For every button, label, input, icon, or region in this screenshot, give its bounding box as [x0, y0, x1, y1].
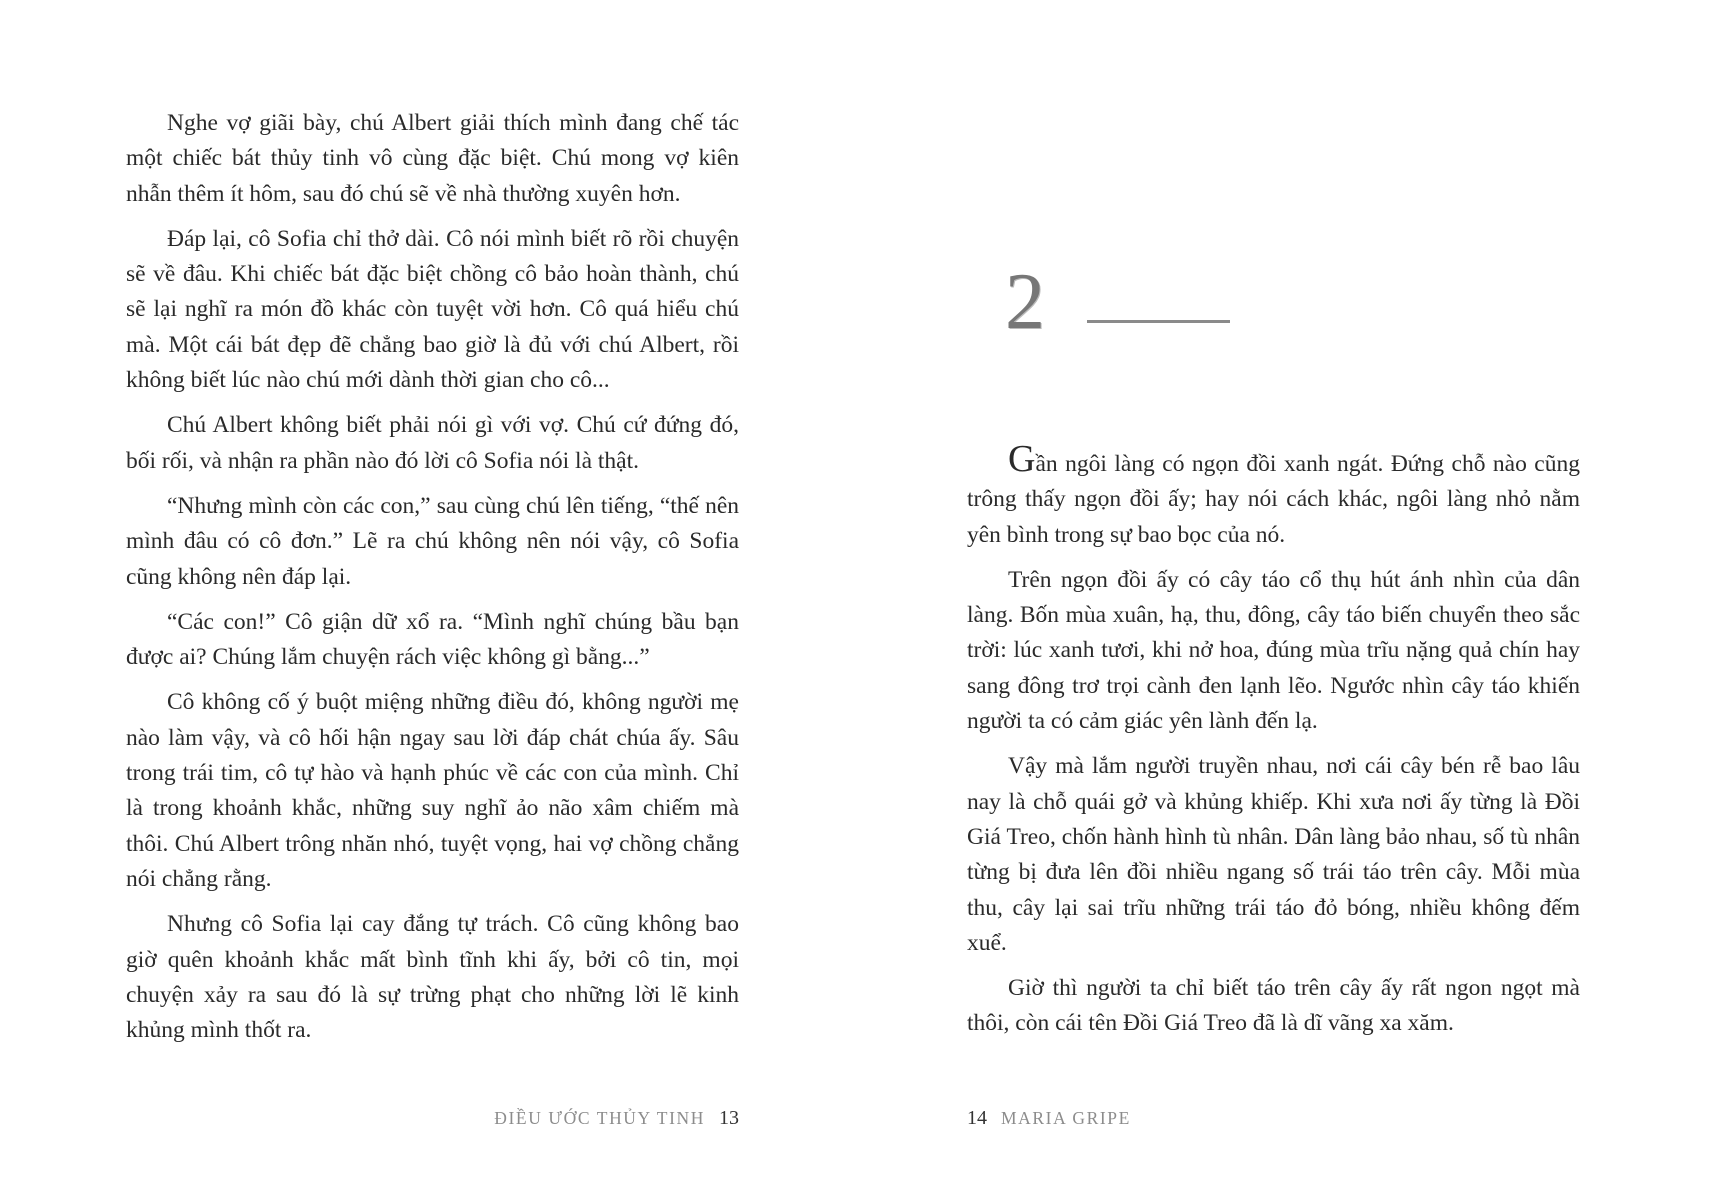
- running-head-title: ĐIỀU ƯỚC THỦY TINH: [494, 1108, 705, 1128]
- right-page-footer: [967, 1107, 1131, 1130]
- left-page-body: [126, 106, 739, 1048]
- paragraph: Vậy mà lắm người truyền nhau, nơi cái cây bén rễ bao lâu nay là chỗ quái gở và khủng khiếp. Khi xưa nơi ấy từng là Đồi Giá Treo, chốn hành hình tù nhân. Dân làng bảo nhau, số tù nhân từng bị đưa lên đồi nhiều ngang số trái táo trên cây. Mỗi mùa thu, cây lại sai trĩu những trái táo đỏ bóng, nhiều không đếm xuể.: [967, 753, 1580, 956]
- chapter-rule: [1087, 320, 1230, 323]
- left-page: [0, 0, 854, 1184]
- paragraph: Nghe vợ giãi bày, chú Albert giải thích mình đang chế tác một chiếc bát thủy tinh vô cùng đặc biệt. Chú mong vợ kiên nhẫn thêm ít hôm, sau đó chú sẽ về nhà thường xuyên hơn.: [126, 110, 739, 207]
- right-page-body: [967, 438, 1580, 1042]
- paragraph: Đáp lại, cô Sofia chỉ thở dài. Cô nói mình biết rõ rồi chuyện sẽ về đâu. Khi chiếc bát đặc biệt chồng cô bảo hoàn thành, chú sẽ lại nghĩ ra món đồ khác còn tuyệt vời hơn. Cô quá hiểu chú mà. Một cái bát đẹp đẽ chẳng bao giờ là đủ với chú Albert, rồi không biết lúc nào chú mới dành thời gian cho cô...: [126, 225, 739, 394]
- chapter-number: 2: [1005, 258, 1045, 346]
- paragraph: Nhưng cô Sofia lại cay đắng tự trách. Cô cũng không bao giờ quên khoảnh khắc mất bình tĩnh khi ấy, bởi cô tin, mọi chuyện xảy ra sau đó là sự trừng phạt cho những lời lẽ kinh khủng mình thốt ra.: [126, 911, 739, 1044]
- running-head-author: MARIA GRIPE: [1001, 1108, 1131, 1128]
- paragraph: “Nhưng mình còn các con,” sau cùng chú lên tiếng, “thế nên mình đâu có cô đơn.” Lẽ ra chú không nên nói vậy, cô Sofia cũng không nên đáp lại.: [126, 492, 739, 590]
- paragraph: Trên ngọn đồi ấy có cây táo cổ thụ hút ánh nhìn của dân làng. Bốn mùa xuân, hạ, thu, đông, cây táo biến chuyển theo sắc trời: lúc xanh tươi, khi nở hoa, đúng mùa trĩu nặng quả chín hay sang đông trơ trọi cành đen lạnh lẽo. Ngước nhìn cây táo khiến người ta có cảm giác yên lành đến lạ.: [967, 566, 1580, 735]
- paragraph: “Các con!” Cô giận dữ xổ ra. “Mình nghĩ chúng bầu bạn được ai? Chúng lắm chuyện rách việc không gì bằng...”: [126, 608, 739, 671]
- left-page-footer: [494, 1107, 739, 1130]
- paragraph: Giờ thì người ta chỉ biết táo trên cây ấy rất ngon ngọt mà thôi, còn cái tên Đồi Giá Treo đã là dĩ vãng xa xăm.: [967, 975, 1580, 1037]
- page-number: 13: [719, 1107, 739, 1129]
- right-page: [855, 0, 1709, 1184]
- paragraph-text: ần ngôi làng có ngọn đồi xanh ngát. Đứng chỗ nào cũng trông thấy ngọn đồi ấy; hay nói cách khác, ngôi làng nhỏ nằm yên bình trong sự bao bọc của nó.: [967, 451, 1580, 548]
- paragraph: Cô không cố ý buột miệng những điều đó, không người mẹ nào làm vậy, và cô hối hận ngay sau lời đáp chát chúa ấy. Sâu trong trái tim, cô tự hào và hạnh phúc về các con của mình. Chỉ là trong khoảnh khắc, những suy nghĩ ảo não xâm chiếm mà thôi. Chú Albert trông nhăn nhó, tuyệt vọng, hai vợ chồng chẳng nói chẳng rằng.: [126, 689, 739, 892]
- paragraph: Chú Albert không biết phải nói gì với vợ. Chú cứ đứng đó, bối rối, và nhận ra phần nào đó lời cô Sofia nói là thật.: [126, 412, 739, 474]
- paragraph: [967, 438, 1580, 553]
- page-number: 14: [967, 1107, 987, 1129]
- drop-cap: G: [1008, 438, 1036, 480]
